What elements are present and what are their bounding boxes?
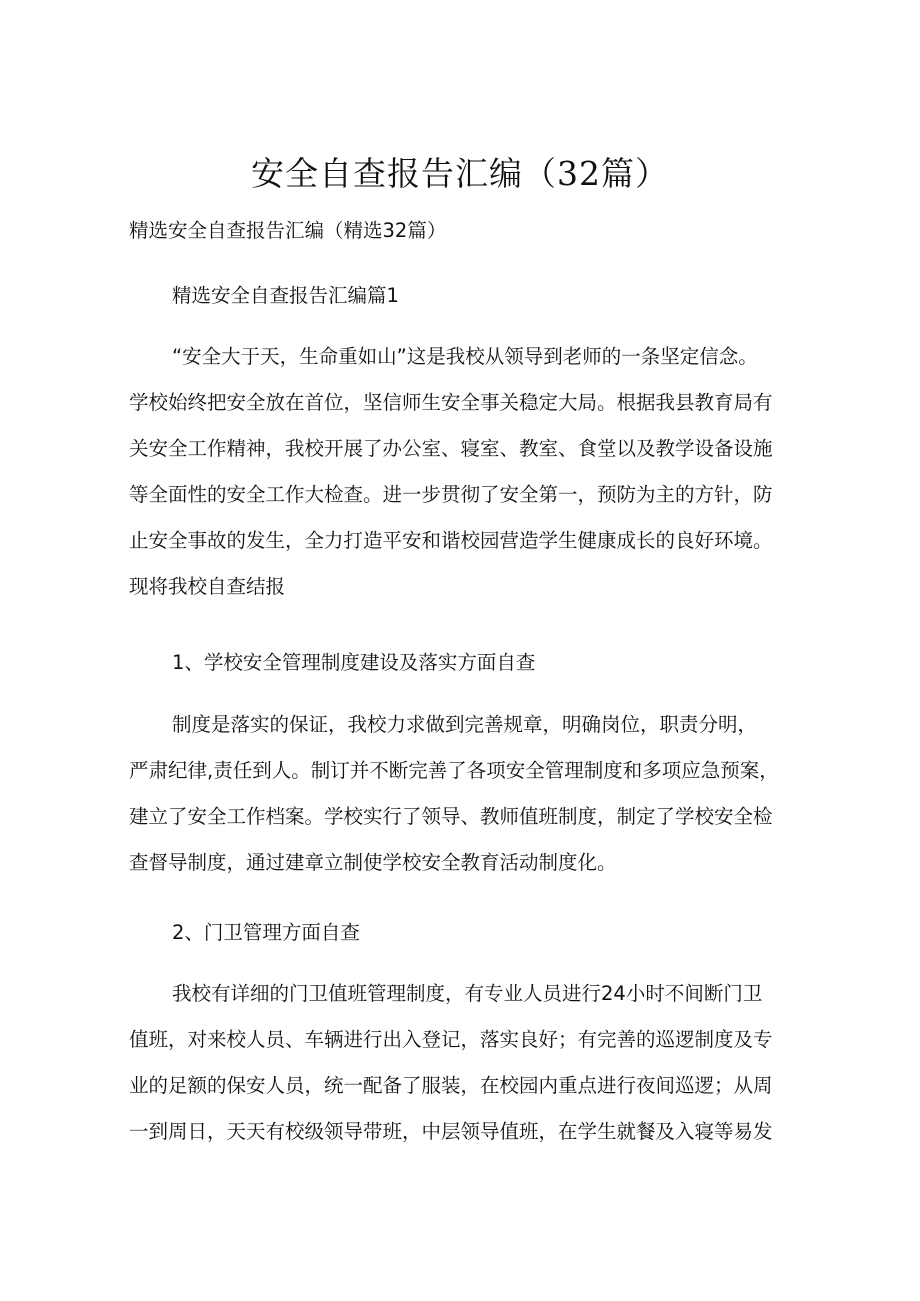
section-1-paragraph	[129, 702, 793, 886]
paragraph-line: 关安全工作精神，我校开展了办公室、寝室、教室、食堂以及教学设备设施	[129, 437, 773, 460]
paragraph-line: 严肃纪律,责任到人。制订并不断完善了各项安全管理制度和多项应急预案，	[129, 759, 779, 782]
paragraph-line: 止安全事故的发生，全力打造平安和谐校园营造学生健康成长的良好环境。	[129, 529, 773, 552]
intro-paragraph	[129, 334, 793, 610]
paragraph-line: 学校始终把安全放在首位，坚信师生安全事关稳定大局。根据我县教育局有	[129, 391, 773, 414]
paragraph-line: 一到周日，天天有校级领导带班，中层领导值班，在学生就餐及入寝等易发	[129, 1120, 773, 1143]
paragraph-line: 查督导制度，通过建章立制使学校安全教育活动制度化。	[129, 851, 617, 874]
paragraph-line: 我校有详细的门卫值班管理制度，有专业人员进行24小时不间断门卫	[172, 982, 763, 1005]
paragraph-line: 值班，对来校人员、车辆进行出入登记，落实良好；有完善的巡逻制度及专	[129, 1028, 773, 1051]
paragraph-line: 业的足额的保安人员，统一配备了服装，在校园内重点进行夜间巡逻；从周	[129, 1074, 773, 1097]
document-subtitle: 精选安全自查报告汇编（精选32篇）	[129, 219, 447, 242]
section-heading-2: 2、门卫管理方面自查	[172, 921, 360, 944]
article-heading: 精选安全自查报告汇编篇1	[172, 284, 399, 307]
paragraph-line: 现将我校自查结报	[129, 575, 286, 598]
paragraph-line: 等全面性的安全工作大检查。进一步贯彻了安全第一，预防为主的方针，防	[129, 483, 773, 506]
paragraph-line: 建立了安全工作档案。学校实行了领导、教师值班制度，制定了学校安全检	[129, 805, 773, 828]
section-heading-1: 1、学校安全管理制度建设及落实方面自查	[172, 651, 536, 674]
document-title: 安全自查报告汇编（32篇）	[251, 154, 669, 193]
paragraph-line: “安全大于天，生命重如山”这是我校从领导到老师的一条坚定信念。	[172, 345, 758, 368]
paragraph-line: 制度是落实的保证，我校力求做到完善规章，明确岗位，职责分明，	[172, 713, 758, 736]
section-2-paragraph	[129, 971, 793, 1155]
